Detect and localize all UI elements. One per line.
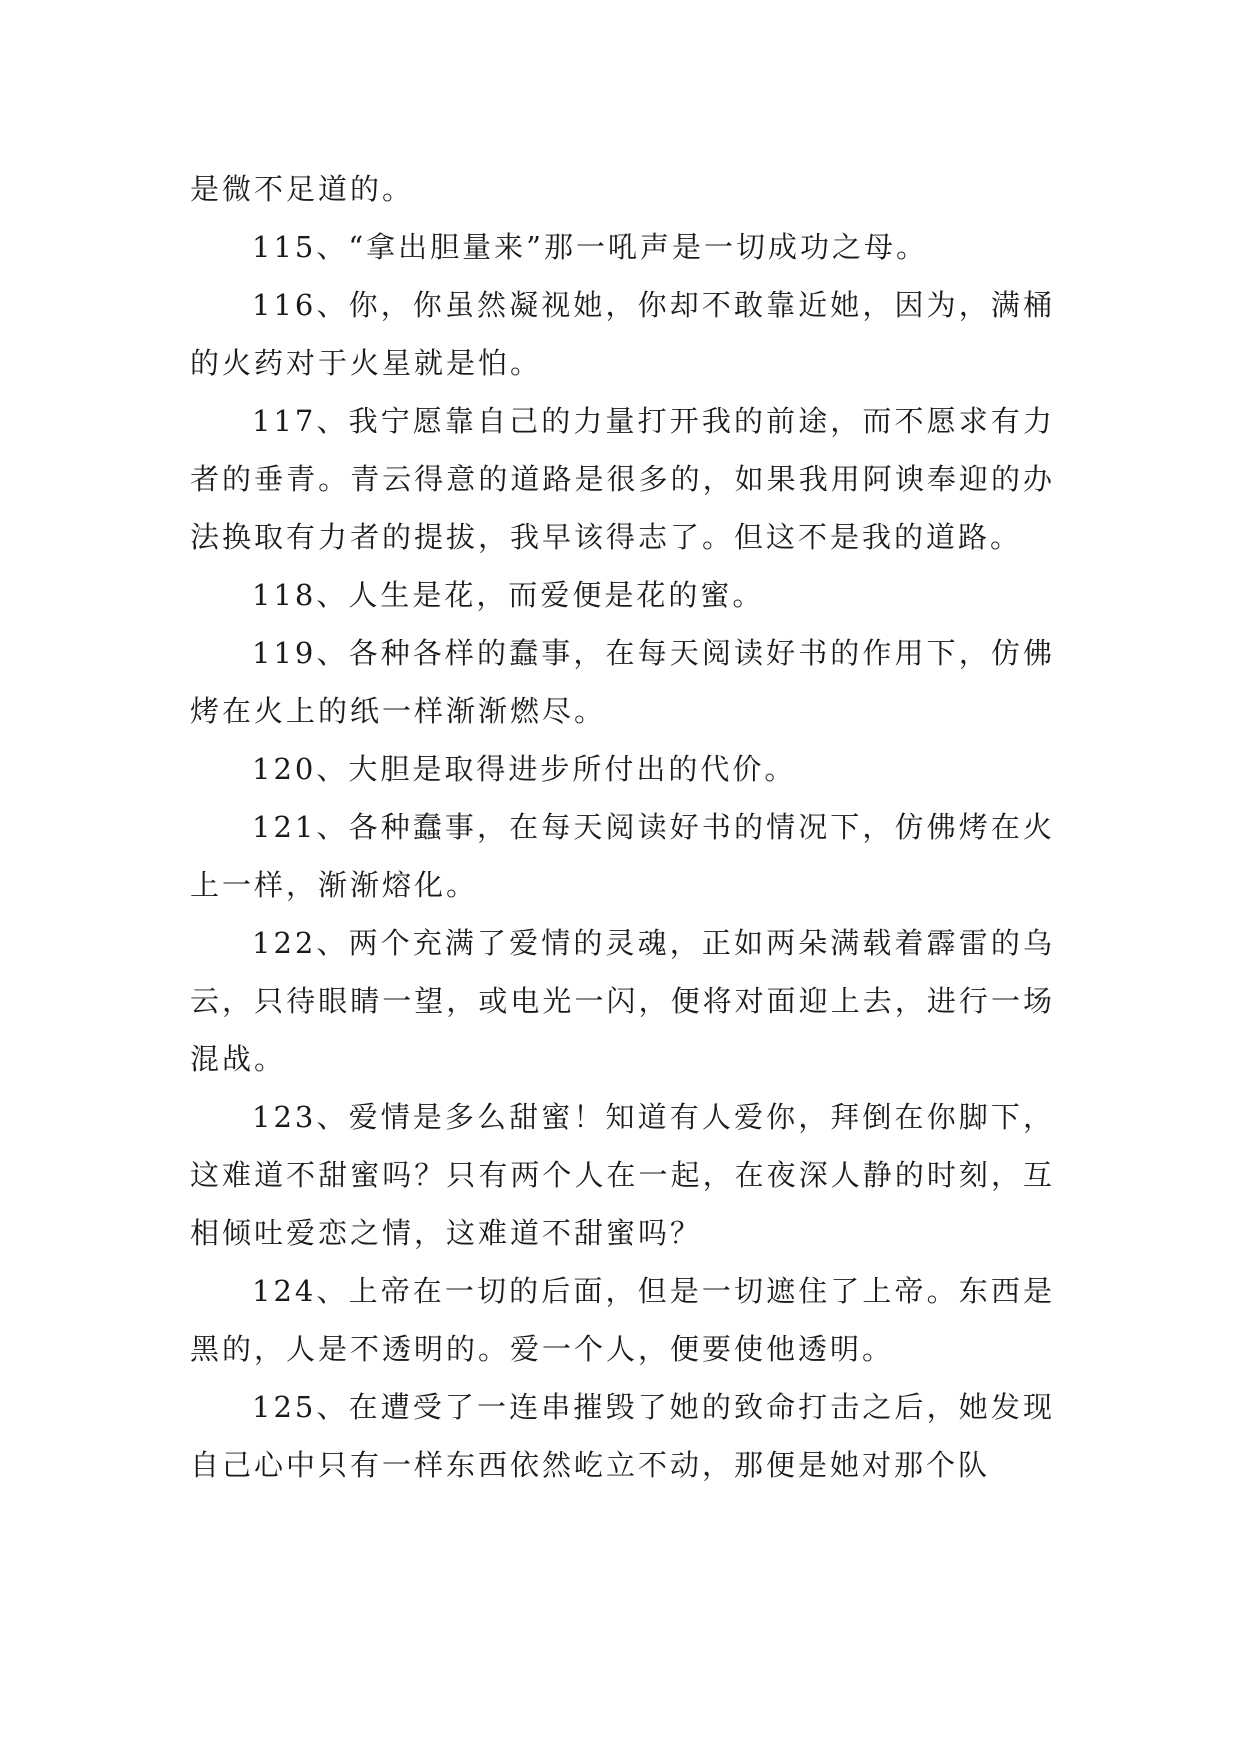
paragraph-118: 118、人生是花，而爱便是花的蜜。 bbox=[252, 578, 765, 612]
paragraph-125: 125、在遭受了一连串摧毁了她的致命打击之后，她发现自己心中只有一样东西依然屹立不动，那便是她对那个队 bbox=[190, 1390, 1055, 1482]
paragraph-116: 116、你，你虽然凝视她，你却不敢靠近她，因为，满桶的火药对于火星就是怕。 bbox=[190, 288, 1055, 380]
paragraph-124: 124、上帝在一切的后面，但是一切遮住了上帝。东西是黑的，人是不透明的。爱一个人，便要使他透明。 bbox=[190, 1274, 1055, 1366]
paragraph-120: 120、大胆是取得进步所付出的代价。 bbox=[252, 752, 797, 786]
paragraph-115: 115、“拿出胆量来”那一吼声是一切成功之母。 bbox=[252, 230, 929, 264]
paragraph-121: 121、各种蠢事，在每天阅读好书的情况下，仿佛烤在火上一样，渐渐熔化。 bbox=[190, 810, 1055, 902]
document-body bbox=[190, 160, 1055, 1494]
paragraph-continuation: 是微不足道的。 bbox=[190, 172, 415, 206]
paragraph-123: 123、爱情是多么甜蜜！知道有人爱你，拜倒在你脚下，这难道不甜蜜吗？只有两个人在一起，在夜深人静的时刻，互相倾吐爱恋之情，这难道不甜蜜吗？ bbox=[190, 1100, 1055, 1250]
paragraph-117: 117、我宁愿靠自己的力量打开我的前途，而不愿求有力者的垂青。青云得意的道路是很多的，如果我用阿谀奉迎的办法换取有力者的提拔，我早该得志了。但这不是我的道路。 bbox=[190, 404, 1055, 554]
paragraph-122: 122、两个充满了爱情的灵魂，正如两朵满载着霹雷的乌云，只待眼睛一望，或电光一闪，便将对面迎上去，进行一场混战。 bbox=[190, 926, 1055, 1076]
paragraph-119: 119、各种各样的蠢事，在每天阅读好书的作用下，仿佛烤在火上的纸一样渐渐燃尽。 bbox=[190, 636, 1055, 728]
